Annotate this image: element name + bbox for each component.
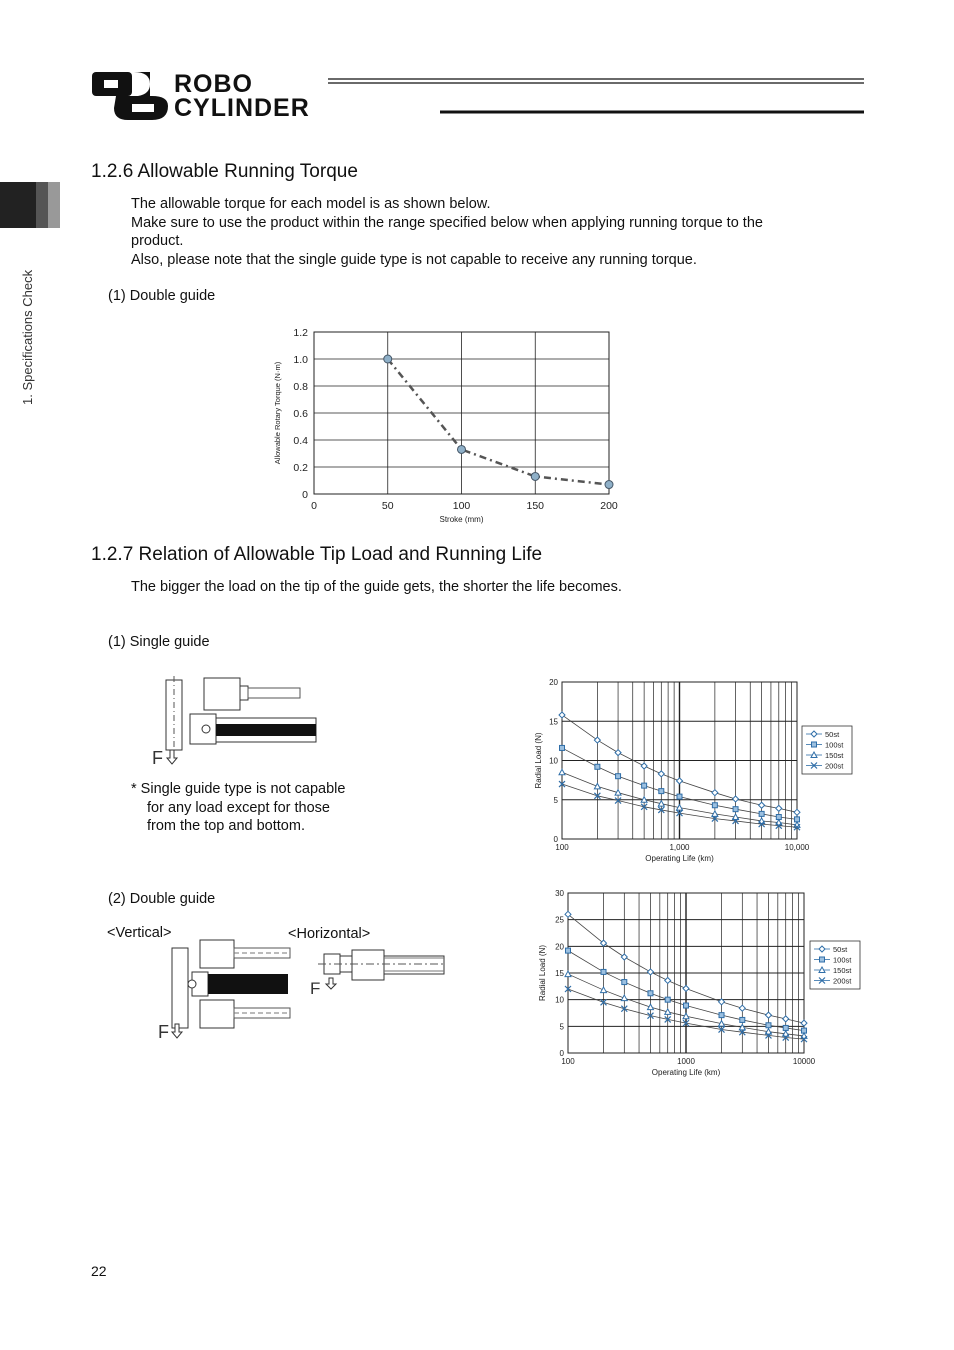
single-guide-life-chart (530, 674, 860, 866)
chapter-side-label: 1. Specifications Check (20, 269, 35, 405)
section-title-running-torque: 1.2.6 Allowable Running Torque (91, 161, 358, 182)
data-point (595, 764, 600, 769)
y-tick-label: 0 (302, 489, 308, 501)
logo-text-cylinder: CYLINDER (174, 94, 310, 122)
down-arrow-icon (167, 750, 177, 764)
subheading-double-guide-2: (2) Double guide (108, 891, 216, 907)
y-tick-label: 30 (555, 889, 564, 898)
y-axis-title: Radial Load (N) (538, 944, 547, 1002)
robo-cylinder-logo (90, 70, 870, 122)
y-tick-label: 0 (559, 1049, 564, 1058)
x-tick-label: 100 (561, 1057, 575, 1066)
y-tick-label: 20 (549, 678, 558, 687)
y-tick-label: 0.6 (293, 408, 308, 420)
y-tick-label: 0.8 (293, 381, 308, 393)
legend-label: 50st (825, 730, 840, 739)
data-point (560, 745, 565, 750)
section-title-tip-load: 1.2.7 Relation of Allowable Tip Load and Running Life (91, 544, 543, 565)
legend-label: 100st (833, 955, 852, 965)
legend-label: 150st (833, 966, 852, 975)
y-tick-label: 20 (555, 942, 564, 952)
x-tick-label: 1000 (677, 1057, 695, 1066)
note-line: * Single guide type is not capable (131, 781, 346, 797)
data-point (766, 1023, 771, 1028)
horizontal-label: <Horizontal> (288, 926, 371, 942)
y-axis-title: Allowable Rotary Torque (N·m) (273, 361, 282, 465)
section2-paragraph: The bigger the load on the tip of the guide gets, the shorter the life becomes. (131, 579, 622, 595)
data-point (740, 1017, 745, 1022)
y-tick-label: 5 (553, 795, 558, 805)
x-tick-label: 200 (600, 500, 618, 512)
data-point (719, 1013, 724, 1018)
x-tick-label: 10,000 (784, 843, 810, 852)
y-axis-title: Radial Load (N) (534, 732, 543, 789)
vertical-label: <Vertical> (107, 925, 172, 941)
y-tick-label: 1.0 (293, 354, 308, 366)
double-guide-vertical-drawing (156, 938, 296, 1042)
paragraph-line: product. (131, 233, 184, 249)
rc-logo-mark (92, 72, 168, 120)
legend-label: 200st (833, 976, 852, 986)
data-point (783, 1025, 788, 1030)
data-point (733, 807, 738, 812)
x-tick-label: 50 (381, 500, 394, 512)
double-guide-horizontal-drawing (308, 946, 448, 996)
x-tick-label: 10000 (792, 1057, 816, 1066)
legend-label: 150st (825, 751, 844, 760)
legend-label: 50st (833, 945, 848, 954)
single-guide-drawing (148, 672, 318, 772)
data-point (684, 1003, 689, 1008)
double-guide-life-chart (534, 885, 864, 1081)
torque-chart (262, 322, 632, 528)
data-point (458, 445, 466, 453)
legend-label: 200st (825, 761, 844, 771)
x-tick-label: 0 (311, 500, 317, 512)
chapter-tab (0, 182, 60, 228)
y-tick-label: 15 (555, 969, 564, 978)
y-tick-label: 0.4 (293, 435, 308, 447)
section1-paragraph (131, 195, 851, 269)
force-label: F (158, 1022, 169, 1042)
data-point (601, 969, 606, 974)
y-tick-label: 25 (555, 915, 564, 925)
paragraph-line: The allowable torque for each model is as shown below. (131, 196, 491, 212)
x-tick-label: 100 (555, 843, 569, 852)
force-label: F (310, 979, 321, 996)
y-tick-label: 5 (559, 1022, 564, 1032)
data-point (665, 997, 670, 1002)
note-line: from the top and bottom. (147, 818, 305, 834)
data-point (616, 774, 621, 779)
data-point (384, 355, 392, 363)
data-point (759, 811, 764, 816)
data-point (677, 794, 682, 799)
y-tick-label: 0 (553, 835, 558, 844)
legend-label: 100st (825, 740, 844, 750)
y-tick-label: 0.2 (293, 462, 308, 474)
data-point (566, 948, 571, 953)
data-point (531, 472, 539, 480)
y-tick-label: 10 (549, 756, 558, 766)
y-tick-label: 10 (555, 995, 564, 1005)
x-axis-title: Stroke (mm) (439, 515, 484, 524)
y-tick-label: 1.2 (293, 327, 308, 339)
data-point (605, 481, 613, 489)
x-tick-label: 1,000 (669, 843, 690, 852)
logo-text-robo: ROBO (174, 70, 253, 98)
page-number: 22 (91, 1263, 107, 1279)
data-point (648, 991, 653, 996)
x-tick-label: 150 (526, 500, 545, 512)
data-point (712, 803, 717, 808)
x-tick-label: 100 (452, 500, 471, 512)
single-guide-note (131, 780, 391, 836)
legend-marker (812, 742, 817, 747)
note-line: for any load except for those (147, 799, 330, 816)
data-point (659, 789, 664, 794)
legend-marker (820, 957, 825, 962)
paragraph-line: Make sure to use the product within the range specified below when applying running torque to the (131, 214, 763, 231)
data-point (622, 980, 627, 985)
subheading-single-guide: (1) Single guide (108, 634, 210, 650)
force-label: F (152, 748, 163, 768)
paragraph-line: Also, please note that the single guide type is not capable to receive any running torque. (131, 251, 697, 268)
x-axis-title: Operating Life (km) (651, 1068, 721, 1077)
x-axis-title: Operating Life (km) (645, 854, 714, 863)
down-arrow-icon (326, 978, 336, 989)
subheading-double-guide: (1) Double guide (108, 288, 216, 304)
data-point (642, 783, 647, 788)
y-tick-label: 15 (549, 717, 558, 727)
